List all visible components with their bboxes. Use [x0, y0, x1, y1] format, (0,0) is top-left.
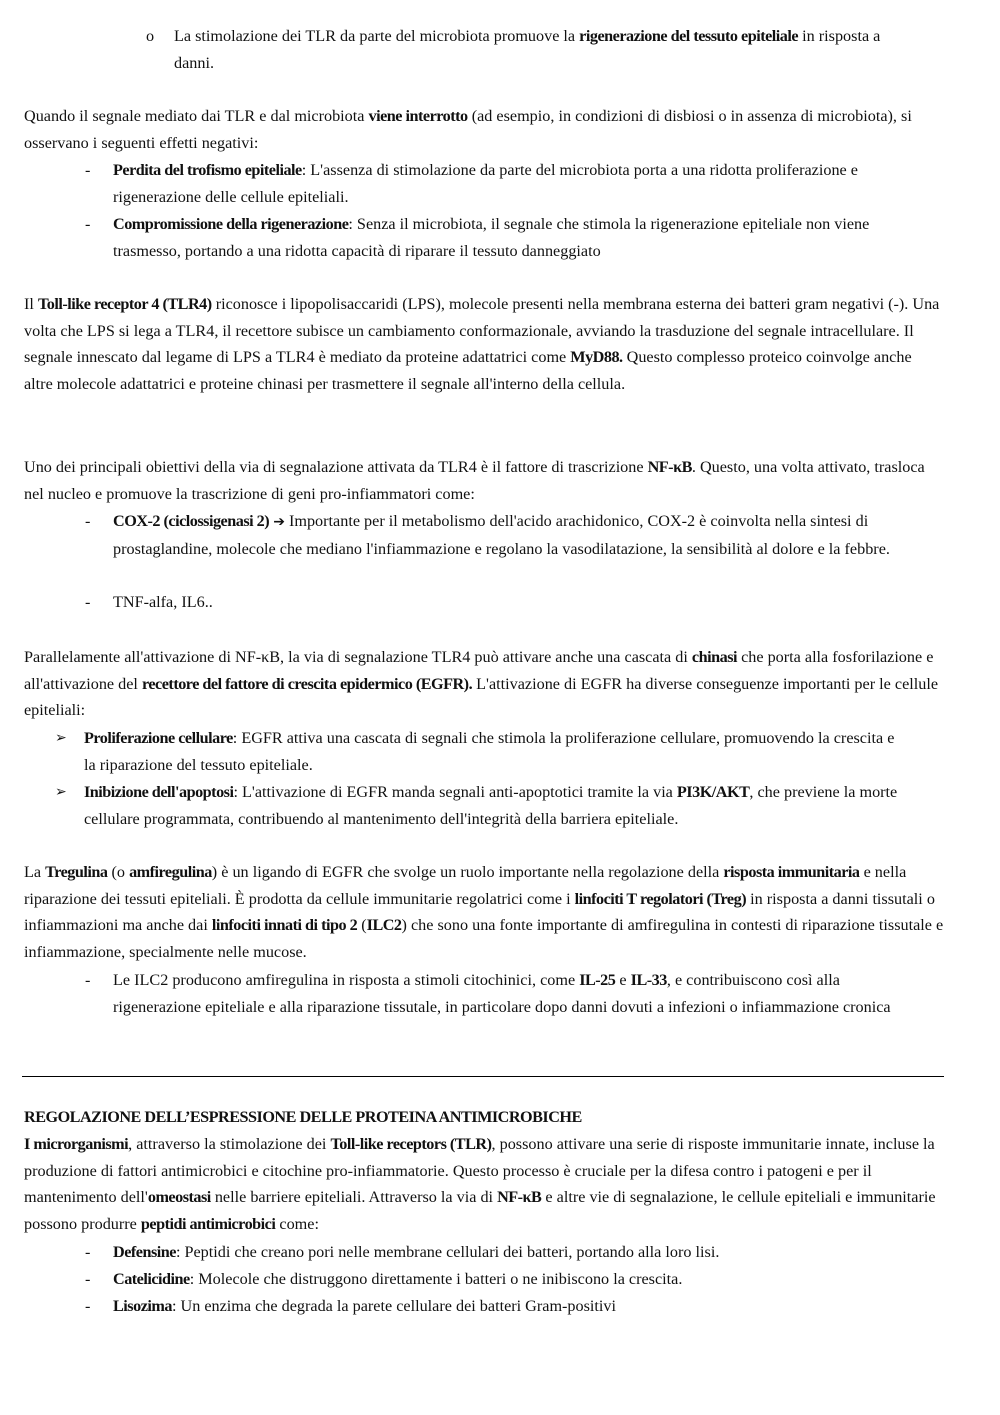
- text-run: . Questo, una volta attivato, trasloca nel nucleo e promuove la trascrizione di geni pro-infiammatori come:: [24, 458, 925, 503]
- bold-term: NF-κB: [647, 458, 692, 476]
- text-run: : Senza il microbiota, il segnale che stimola la rigenerazione epiteliale non viene trasmesso, portando a una ridotta capacità di riparare il tessuto danneggiato: [113, 215, 870, 260]
- text-run: e nella riparazione dei tessuti epiteliali. È prodotta da cellule immunitarie regolatrici come i: [24, 863, 907, 908]
- bold-term: Proliferazione cellulare: [84, 729, 233, 747]
- text-run: Il: [24, 295, 38, 313]
- bold-term: I microrganismi: [24, 1135, 129, 1153]
- arrowhead-bullet-icon: ➢: [55, 784, 67, 800]
- bold-term: PI3K/AKT: [676, 783, 750, 801]
- paragraph-tlr4: [24, 291, 944, 397]
- text-run: La stimolazione dei TLR da parte del microbiota promuove la: [174, 27, 580, 45]
- text-run: in risposta a danni tissutali o infiammazioni ma anche dai: [24, 889, 935, 935]
- dash-bullet: -: [85, 1297, 91, 1315]
- bold-term: Catelicidine: [113, 1270, 190, 1288]
- bold-term: IL-25: [579, 971, 616, 989]
- bold-term: chinasi: [691, 648, 738, 666]
- text-run: come:: [275, 1214, 319, 1233]
- text-run: , attraverso la stimolazione dei: [128, 1135, 331, 1153]
- bold-term: linfociti T regolatori (Treg): [574, 889, 747, 908]
- bold-term: risposta immunitaria: [723, 863, 860, 881]
- text-run: Quando il segnale mediato dai TLR e dal microbiota: [24, 107, 369, 125]
- bold-term: Lisozima: [113, 1297, 172, 1315]
- bold-term: Toll-like receptors (TLR): [330, 1135, 492, 1153]
- text-run: e: [615, 971, 631, 989]
- heading-text: REGOLAZIONE DELL’ESPRESSIONE DELLE PROTEINA ANTIMICROBICHE: [24, 1108, 582, 1126]
- bold-term: viene interrotto: [368, 107, 468, 125]
- text-run: : Molecole che distruggono direttamente i batteri o ne inibiscono la crescita.: [189, 1270, 683, 1288]
- bold-term: Tregulina: [45, 863, 108, 881]
- bold-term: NF-κB: [497, 1188, 542, 1207]
- text-run: Importante per il metabolismo dell'acido arachidonico, COX-2 è coinvolta nella sintesi di prostaglandine, molecole che mediano l'infiammazione e regolano la vasodilatazione, la sensibilità al dolore e la febbre.: [113, 512, 890, 558]
- text-run: : Un enzima che degrada la parete cellulare dei batteri Gram-positivi: [171, 1297, 617, 1315]
- bold-term: rigenerazione del tessuto epiteliale: [579, 27, 799, 45]
- text-run: Le ILC2 producono amfiregulina in risposta a stimoli citochinici, come: [113, 971, 580, 989]
- bold-term: linfociti innati di tipo 2: [211, 916, 358, 935]
- sub-bullet-item: [174, 23, 894, 76]
- bold-term: IL-33: [630, 971, 667, 989]
- bold-term: Compromissione della rigenerazione: [113, 215, 349, 233]
- list-item: [113, 967, 923, 1020]
- text-run: (o: [107, 863, 130, 881]
- bold-term: recettore del fattore di crescita epidermico (EGFR).: [141, 674, 473, 693]
- bold-term: amfiregulina: [129, 863, 212, 881]
- text-run: ) è un ligando di EGFR che svolge un ruolo importante nella regolazione della: [211, 863, 724, 881]
- text-run: : L'attivazione di EGFR manda segnali anti-apoptotici tramite la via: [233, 783, 677, 801]
- text-run: La: [24, 863, 46, 881]
- text-run: , che previene la morte cellulare programmata, contribuendo al mantenimento dell'integrità della barriera epiteliale.: [84, 783, 898, 828]
- list-item: [113, 157, 948, 210]
- text-run: e altre vie di segnalazione, le cellule epiteliali e immunitarie possono produrre: [24, 1188, 936, 1233]
- list-item: [113, 589, 913, 616]
- section-divider: [22, 1076, 944, 1077]
- dash-bullet: -: [85, 215, 91, 233]
- list-item: [113, 1293, 933, 1320]
- text-run: TNF-alfa, IL6..: [113, 593, 213, 611]
- text-run: nelle barriere epiteliali. Attraverso la via di: [210, 1188, 498, 1207]
- text-run: Parallelamente all'attivazione di NF-κB, la via di segnalazione TLR4 può attivare anche una cascata di: [24, 648, 692, 666]
- list-item: [84, 779, 919, 832]
- list-item: [113, 508, 938, 562]
- bold-term: MyD88.: [570, 348, 623, 367]
- dash-bullet: -: [85, 1270, 91, 1288]
- text-run: Questo complesso proteico coinvolge anche altre molecole adattatrici e proteine chinasi per trasmettere il segnale all'interno della cellula.: [24, 348, 912, 393]
- dash-bullet: -: [85, 1243, 91, 1261]
- list-item: [84, 725, 909, 778]
- paragraph-signal-interruption: [24, 103, 944, 156]
- bold-term: Toll-like receptor 4 (TLR4): [37, 295, 212, 313]
- dash-bullet: -: [85, 593, 91, 611]
- text-run: riconosce i lipopolisaccaridi (LPS), molecole presenti nella membrana esterna dei batteri gram negativi (-). Una volta che LPS si lega a TLR4, il recettore subisce un cambiamento conformazionale, avviando la trasduzione del segnale intracellulare. Il segnale innescato dal legame di LPS a TLR4 è mediato da proteine adattatrici come: [24, 295, 940, 367]
- bold-term: Defensine: [113, 1243, 176, 1261]
- arrowhead-bullet-icon: ➢: [55, 730, 67, 746]
- bold-term: COX-2 (ciclossigenasi 2): [113, 512, 270, 530]
- text-run: (ad esempio, in condizioni di disbiosi o in assenza di microbiota), si osservano i seguenti effetti negativi:: [24, 107, 912, 152]
- section-heading: [24, 1104, 944, 1131]
- arrow-right-icon: ➔: [273, 514, 285, 530]
- bold-term: Inibizione dell'apoptosi: [84, 783, 234, 801]
- list-item: [113, 1266, 933, 1293]
- bold-term: ILC2: [366, 916, 402, 935]
- bold-term: peptidi antimicrobici: [140, 1214, 276, 1233]
- text-run: (: [357, 916, 367, 935]
- dash-bullet: -: [85, 971, 91, 989]
- dash-bullet: -: [85, 512, 91, 530]
- text-run: , possono attivare una serie di risposte immunitarie innate, incluse la produzione di fattori antimicrobici e citochine pro-infiammatorie. Questo processo è cruciale per la difesa contro i patogeni e per il mantenimento dell': [24, 1135, 935, 1207]
- list-item: [113, 1239, 933, 1266]
- sub-bullet-marker: o: [146, 27, 155, 45]
- text-run: ) che sono una fonte importante di amfiregulina in contesti di riparazione tissutale e infiammazione, specialmente nelle mucose.: [24, 916, 944, 961]
- bold-term: omeostasi: [147, 1188, 211, 1207]
- paragraph-tregulina: [24, 859, 944, 965]
- text-run: Uno dei principali obiettivi della via di segnalazione attivata da TLR4 è il fattore di trascrizione: [24, 458, 648, 476]
- text-run: : Peptidi che creano pori nelle membrane cellulari dei batteri, portando alla loro lisi.: [175, 1243, 720, 1261]
- paragraph-antimicrobial: [24, 1131, 944, 1237]
- text-run: che porta alla fosforilazione e all'attivazione del: [24, 648, 934, 693]
- text-run: : EGFR attiva una cascata di segnali che stimola la proliferazione cellulare, promuovendo la crescita e la riparazione del tessuto epiteliale.: [84, 729, 895, 774]
- paragraph-nfkb: [24, 454, 944, 507]
- bold-term: Perdita del trofismo epiteliale: [113, 161, 302, 179]
- text-run: , e contribuiscono così alla rigenerazione epiteliale e alla riparazione tissutale, in particolare dopo danni dovuti a infezioni o infiammazione cronica: [113, 971, 891, 1016]
- text-run: L'attivazione di EGFR ha diverse conseguenze importanti per le cellule epiteliali:: [24, 674, 939, 720]
- text-run: : L'assenza di stimolazione da parte del microbiota porta a una ridotta proliferazione e rigenerazione delle cellule epiteliali.: [113, 161, 858, 206]
- list-item: [113, 211, 928, 264]
- paragraph-egfr: [24, 644, 944, 724]
- dash-bullet: -: [85, 161, 91, 179]
- text-run: in risposta a danni.: [174, 27, 881, 72]
